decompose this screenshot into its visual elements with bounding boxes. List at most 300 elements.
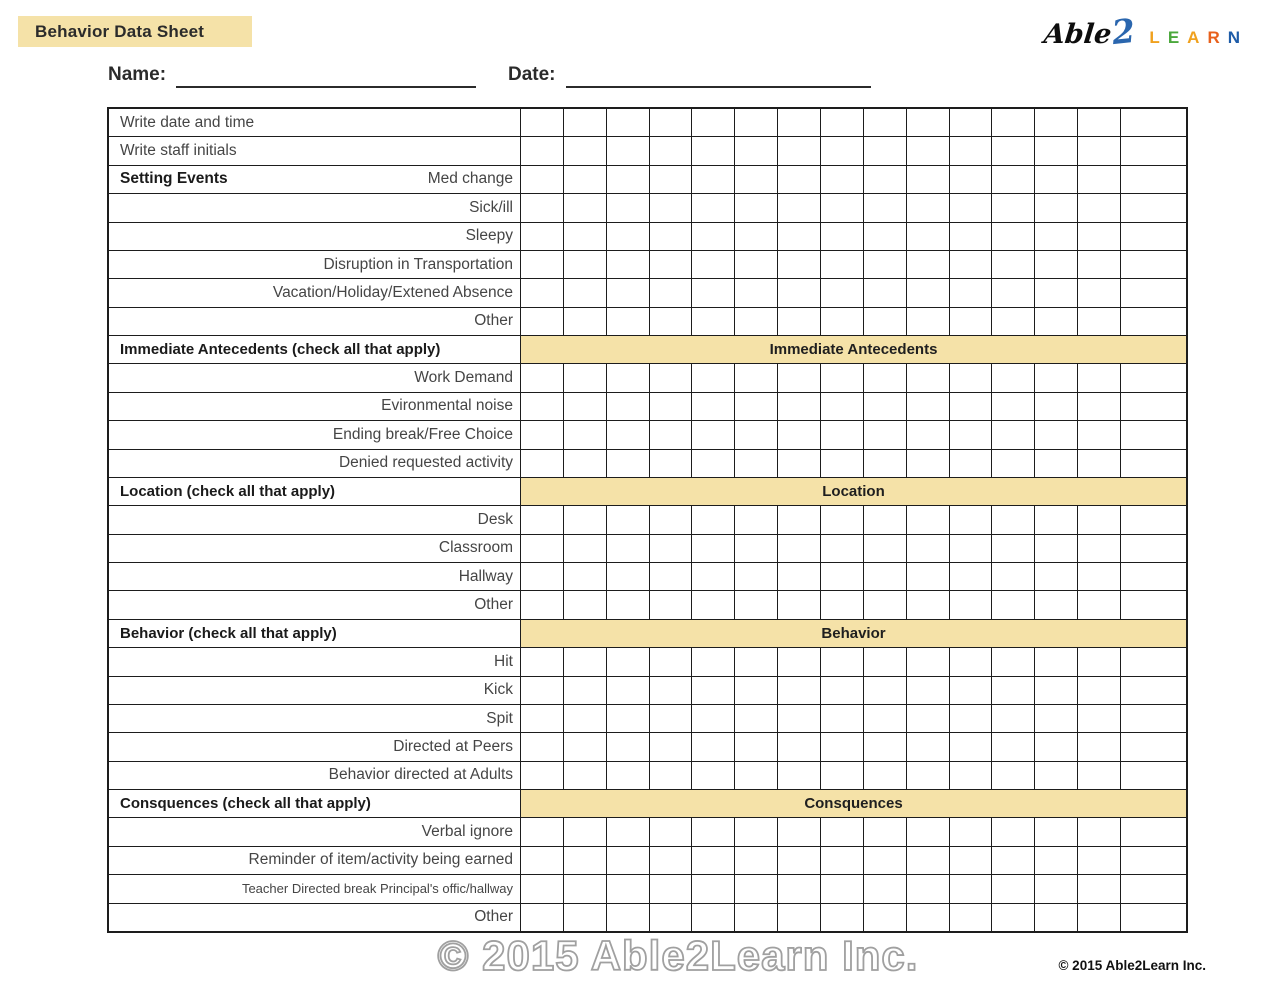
grid-cell[interactable] xyxy=(1121,393,1186,420)
grid-cell[interactable] xyxy=(1035,223,1078,250)
grid-cell[interactable] xyxy=(821,137,864,164)
grid-cell[interactable] xyxy=(778,109,821,136)
grid-cell[interactable] xyxy=(521,506,564,533)
grid-cell[interactable] xyxy=(564,450,607,477)
grid-cell[interactable] xyxy=(1078,818,1121,845)
grid-cell[interactable] xyxy=(821,506,864,533)
grid-cell[interactable] xyxy=(821,450,864,477)
grid-cell[interactable] xyxy=(564,818,607,845)
grid-cell[interactable] xyxy=(650,506,693,533)
grid-cell[interactable] xyxy=(1121,137,1186,164)
grid-cell[interactable] xyxy=(1121,733,1186,760)
grid-cell[interactable] xyxy=(692,421,735,448)
grid-cell[interactable] xyxy=(521,847,564,874)
grid-cell[interactable] xyxy=(778,223,821,250)
grid-cell[interactable] xyxy=(692,705,735,732)
grid-cell[interactable] xyxy=(1035,705,1078,732)
grid-cell[interactable] xyxy=(607,563,650,590)
grid-cell[interactable] xyxy=(778,847,821,874)
grid-cell[interactable] xyxy=(1078,450,1121,477)
grid-cell[interactable] xyxy=(735,137,778,164)
grid-cell[interactable] xyxy=(607,308,650,335)
grid-cell[interactable] xyxy=(564,733,607,760)
grid-cell[interactable] xyxy=(778,904,821,931)
grid-cell[interactable] xyxy=(607,223,650,250)
grid-cell[interactable] xyxy=(521,733,564,760)
grid-cell[interactable] xyxy=(907,251,950,278)
grid-cell[interactable] xyxy=(521,393,564,420)
grid-cell[interactable] xyxy=(735,904,778,931)
grid-cell[interactable] xyxy=(607,194,650,221)
grid-cell[interactable] xyxy=(692,904,735,931)
grid-cell[interactable] xyxy=(735,279,778,306)
grid-cell[interactable] xyxy=(1121,308,1186,335)
grid-cell[interactable] xyxy=(1078,421,1121,448)
grid-cell[interactable] xyxy=(864,818,907,845)
grid-cell[interactable] xyxy=(992,450,1035,477)
grid-cell[interactable] xyxy=(992,591,1035,618)
grid-cell[interactable] xyxy=(821,109,864,136)
grid-cell[interactable] xyxy=(1078,535,1121,562)
grid-cell[interactable] xyxy=(992,251,1035,278)
grid-cell[interactable] xyxy=(564,904,607,931)
grid-cell[interactable] xyxy=(1035,875,1078,902)
grid-cell[interactable] xyxy=(1078,109,1121,136)
grid-cell[interactable] xyxy=(907,279,950,306)
grid-cell[interactable] xyxy=(1035,450,1078,477)
grid-cell[interactable] xyxy=(1035,251,1078,278)
grid-cell[interactable] xyxy=(907,648,950,675)
grid-cell[interactable] xyxy=(950,393,993,420)
grid-cell[interactable] xyxy=(692,137,735,164)
grid-cell[interactable] xyxy=(950,535,993,562)
grid-cell[interactable] xyxy=(1035,535,1078,562)
name-input-line[interactable] xyxy=(176,64,476,88)
grid-cell[interactable] xyxy=(521,109,564,136)
grid-cell[interactable] xyxy=(778,279,821,306)
grid-cell[interactable] xyxy=(778,506,821,533)
grid-cell[interactable] xyxy=(778,705,821,732)
grid-cell[interactable] xyxy=(950,563,993,590)
grid-cell[interactable] xyxy=(1078,506,1121,533)
grid-cell[interactable] xyxy=(1078,677,1121,704)
grid-cell[interactable] xyxy=(1035,818,1078,845)
grid-cell[interactable] xyxy=(950,506,993,533)
grid-cell[interactable] xyxy=(864,847,907,874)
grid-cell[interactable] xyxy=(692,279,735,306)
grid-cell[interactable] xyxy=(564,591,607,618)
grid-cell[interactable] xyxy=(607,535,650,562)
grid-cell[interactable] xyxy=(864,535,907,562)
grid-cell[interactable] xyxy=(735,535,778,562)
grid-cell[interactable] xyxy=(907,194,950,221)
grid-cell[interactable] xyxy=(607,279,650,306)
grid-cell[interactable] xyxy=(521,166,564,193)
grid-cell[interactable] xyxy=(735,223,778,250)
grid-cell[interactable] xyxy=(950,648,993,675)
grid-cell[interactable] xyxy=(821,818,864,845)
grid-cell[interactable] xyxy=(950,421,993,448)
grid-cell[interactable] xyxy=(564,847,607,874)
grid-cell[interactable] xyxy=(692,733,735,760)
grid-cell[interactable] xyxy=(864,591,907,618)
grid-cell[interactable] xyxy=(607,421,650,448)
grid-cell[interactable] xyxy=(1121,904,1186,931)
grid-cell[interactable] xyxy=(778,194,821,221)
grid-cell[interactable] xyxy=(650,762,693,789)
grid-cell[interactable] xyxy=(1035,393,1078,420)
grid-cell[interactable] xyxy=(1121,421,1186,448)
grid-cell[interactable] xyxy=(1035,137,1078,164)
grid-cell[interactable] xyxy=(1035,591,1078,618)
grid-cell[interactable] xyxy=(735,818,778,845)
grid-cell[interactable] xyxy=(564,308,607,335)
grid-cell[interactable] xyxy=(521,705,564,732)
grid-cell[interactable] xyxy=(607,506,650,533)
grid-cell[interactable] xyxy=(1035,279,1078,306)
grid-cell[interactable] xyxy=(692,535,735,562)
grid-cell[interactable] xyxy=(1121,705,1186,732)
grid-cell[interactable] xyxy=(650,364,693,391)
grid-cell[interactable] xyxy=(1078,364,1121,391)
grid-cell[interactable] xyxy=(1035,762,1078,789)
grid-cell[interactable] xyxy=(992,308,1035,335)
grid-cell[interactable] xyxy=(778,762,821,789)
grid-cell[interactable] xyxy=(650,733,693,760)
grid-cell[interactable] xyxy=(1078,648,1121,675)
grid-cell[interactable] xyxy=(907,109,950,136)
grid-cell[interactable] xyxy=(735,591,778,618)
grid-cell[interactable] xyxy=(778,875,821,902)
grid-cell[interactable] xyxy=(1078,705,1121,732)
grid-cell[interactable] xyxy=(1121,251,1186,278)
grid-cell[interactable] xyxy=(692,251,735,278)
grid-cell[interactable] xyxy=(1035,194,1078,221)
grid-cell[interactable] xyxy=(907,591,950,618)
grid-cell[interactable] xyxy=(864,279,907,306)
grid-cell[interactable] xyxy=(778,137,821,164)
grid-cell[interactable] xyxy=(1078,563,1121,590)
grid-cell[interactable] xyxy=(992,506,1035,533)
grid-cell[interactable] xyxy=(564,279,607,306)
grid-cell[interactable] xyxy=(864,251,907,278)
grid-cell[interactable] xyxy=(650,450,693,477)
grid-cell[interactable] xyxy=(521,904,564,931)
grid-cell[interactable] xyxy=(950,847,993,874)
grid-cell[interactable] xyxy=(650,705,693,732)
grid-cell[interactable] xyxy=(950,308,993,335)
grid-cell[interactable] xyxy=(1035,166,1078,193)
grid-cell[interactable] xyxy=(650,421,693,448)
grid-cell[interactable] xyxy=(950,194,993,221)
grid-cell[interactable] xyxy=(564,364,607,391)
grid-cell[interactable] xyxy=(692,308,735,335)
grid-cell[interactable] xyxy=(1035,506,1078,533)
grid-cell[interactable] xyxy=(650,563,693,590)
grid-cell[interactable] xyxy=(735,705,778,732)
grid-cell[interactable] xyxy=(650,875,693,902)
grid-cell[interactable] xyxy=(607,393,650,420)
grid-cell[interactable] xyxy=(607,648,650,675)
grid-cell[interactable] xyxy=(1078,251,1121,278)
grid-cell[interactable] xyxy=(692,166,735,193)
grid-cell[interactable] xyxy=(650,818,693,845)
grid-cell[interactable] xyxy=(735,847,778,874)
grid-cell[interactable] xyxy=(521,450,564,477)
grid-cell[interactable] xyxy=(821,563,864,590)
grid-cell[interactable] xyxy=(950,109,993,136)
grid-cell[interactable] xyxy=(821,677,864,704)
grid-cell[interactable] xyxy=(564,762,607,789)
grid-cell[interactable] xyxy=(1078,904,1121,931)
grid-cell[interactable] xyxy=(521,194,564,221)
grid-cell[interactable] xyxy=(735,875,778,902)
grid-cell[interactable] xyxy=(735,308,778,335)
grid-cell[interactable] xyxy=(735,393,778,420)
grid-cell[interactable] xyxy=(907,308,950,335)
grid-cell[interactable] xyxy=(907,563,950,590)
grid-cell[interactable] xyxy=(692,818,735,845)
grid-cell[interactable] xyxy=(907,847,950,874)
grid-cell[interactable] xyxy=(1121,109,1186,136)
grid-cell[interactable] xyxy=(1121,875,1186,902)
grid-cell[interactable] xyxy=(950,875,993,902)
grid-cell[interactable] xyxy=(907,393,950,420)
grid-cell[interactable] xyxy=(992,194,1035,221)
grid-cell[interactable] xyxy=(607,705,650,732)
grid-cell[interactable] xyxy=(1035,677,1078,704)
grid-cell[interactable] xyxy=(1078,762,1121,789)
grid-cell[interactable] xyxy=(521,223,564,250)
grid-cell[interactable] xyxy=(950,591,993,618)
grid-cell[interactable] xyxy=(650,137,693,164)
grid-cell[interactable] xyxy=(1078,875,1121,902)
grid-cell[interactable] xyxy=(821,904,864,931)
grid-cell[interactable] xyxy=(1035,364,1078,391)
grid-cell[interactable] xyxy=(1078,223,1121,250)
grid-cell[interactable] xyxy=(607,677,650,704)
grid-cell[interactable] xyxy=(821,279,864,306)
grid-cell[interactable] xyxy=(864,393,907,420)
grid-cell[interactable] xyxy=(907,705,950,732)
grid-cell[interactable] xyxy=(1078,137,1121,164)
grid-cell[interactable] xyxy=(735,563,778,590)
grid-cell[interactable] xyxy=(1078,308,1121,335)
grid-cell[interactable] xyxy=(907,223,950,250)
grid-cell[interactable] xyxy=(564,506,607,533)
grid-cell[interactable] xyxy=(992,109,1035,136)
grid-cell[interactable] xyxy=(1121,818,1186,845)
grid-cell[interactable] xyxy=(992,818,1035,845)
grid-cell[interactable] xyxy=(864,308,907,335)
grid-cell[interactable] xyxy=(821,223,864,250)
grid-cell[interactable] xyxy=(864,677,907,704)
grid-cell[interactable] xyxy=(650,393,693,420)
grid-cell[interactable] xyxy=(907,137,950,164)
grid-cell[interactable] xyxy=(692,847,735,874)
grid-cell[interactable] xyxy=(607,762,650,789)
grid-cell[interactable] xyxy=(778,733,821,760)
grid-cell[interactable] xyxy=(821,251,864,278)
grid-cell[interactable] xyxy=(1121,279,1186,306)
grid-cell[interactable] xyxy=(692,450,735,477)
grid-cell[interactable] xyxy=(907,677,950,704)
grid-cell[interactable] xyxy=(864,450,907,477)
grid-cell[interactable] xyxy=(607,450,650,477)
grid-cell[interactable] xyxy=(992,393,1035,420)
grid-cell[interactable] xyxy=(735,450,778,477)
grid-cell[interactable] xyxy=(521,563,564,590)
grid-cell[interactable] xyxy=(778,563,821,590)
grid-cell[interactable] xyxy=(607,875,650,902)
grid-cell[interactable] xyxy=(907,535,950,562)
grid-cell[interactable] xyxy=(907,364,950,391)
grid-cell[interactable] xyxy=(521,875,564,902)
grid-cell[interactable] xyxy=(692,762,735,789)
grid-cell[interactable] xyxy=(564,648,607,675)
grid-cell[interactable] xyxy=(521,251,564,278)
grid-cell[interactable] xyxy=(607,364,650,391)
grid-cell[interactable] xyxy=(735,762,778,789)
grid-cell[interactable] xyxy=(992,563,1035,590)
grid-cell[interactable] xyxy=(864,109,907,136)
grid-cell[interactable] xyxy=(907,506,950,533)
grid-cell[interactable] xyxy=(992,677,1035,704)
grid-cell[interactable] xyxy=(864,705,907,732)
grid-cell[interactable] xyxy=(864,421,907,448)
grid-cell[interactable] xyxy=(1121,506,1186,533)
grid-cell[interactable] xyxy=(650,166,693,193)
grid-cell[interactable] xyxy=(778,535,821,562)
grid-cell[interactable] xyxy=(821,421,864,448)
grid-cell[interactable] xyxy=(778,251,821,278)
grid-cell[interactable] xyxy=(692,194,735,221)
grid-cell[interactable] xyxy=(692,364,735,391)
grid-cell[interactable] xyxy=(1078,279,1121,306)
grid-cell[interactable] xyxy=(521,677,564,704)
grid-cell[interactable] xyxy=(521,818,564,845)
grid-cell[interactable] xyxy=(864,166,907,193)
grid-cell[interactable] xyxy=(821,194,864,221)
grid-cell[interactable] xyxy=(821,875,864,902)
grid-cell[interactable] xyxy=(564,705,607,732)
grid-cell[interactable] xyxy=(650,194,693,221)
grid-cell[interactable] xyxy=(1121,648,1186,675)
grid-cell[interactable] xyxy=(992,137,1035,164)
grid-cell[interactable] xyxy=(864,648,907,675)
grid-cell[interactable] xyxy=(950,364,993,391)
grid-cell[interactable] xyxy=(607,904,650,931)
grid-cell[interactable] xyxy=(992,166,1035,193)
grid-cell[interactable] xyxy=(692,875,735,902)
grid-cell[interactable] xyxy=(735,648,778,675)
grid-cell[interactable] xyxy=(950,223,993,250)
grid-cell[interactable] xyxy=(1078,733,1121,760)
grid-cell[interactable] xyxy=(992,364,1035,391)
grid-cell[interactable] xyxy=(821,847,864,874)
grid-cell[interactable] xyxy=(907,450,950,477)
grid-cell[interactable] xyxy=(864,223,907,250)
grid-cell[interactable] xyxy=(1035,733,1078,760)
grid-cell[interactable] xyxy=(692,223,735,250)
grid-cell[interactable] xyxy=(778,591,821,618)
date-input-line[interactable] xyxy=(566,64,871,88)
grid-cell[interactable] xyxy=(607,137,650,164)
grid-cell[interactable] xyxy=(650,223,693,250)
grid-cell[interactable] xyxy=(607,591,650,618)
grid-cell[interactable] xyxy=(735,677,778,704)
grid-cell[interactable] xyxy=(564,563,607,590)
grid-cell[interactable] xyxy=(907,733,950,760)
grid-cell[interactable] xyxy=(1078,393,1121,420)
grid-cell[interactable] xyxy=(907,875,950,902)
grid-cell[interactable] xyxy=(1121,591,1186,618)
grid-cell[interactable] xyxy=(778,818,821,845)
grid-cell[interactable] xyxy=(607,847,650,874)
grid-cell[interactable] xyxy=(821,762,864,789)
grid-cell[interactable] xyxy=(992,705,1035,732)
grid-cell[interactable] xyxy=(950,450,993,477)
grid-cell[interactable] xyxy=(864,506,907,533)
grid-cell[interactable] xyxy=(907,421,950,448)
grid-cell[interactable] xyxy=(650,535,693,562)
grid-cell[interactable] xyxy=(564,109,607,136)
grid-cell[interactable] xyxy=(1121,762,1186,789)
grid-cell[interactable] xyxy=(607,818,650,845)
grid-cell[interactable] xyxy=(1121,166,1186,193)
grid-cell[interactable] xyxy=(607,166,650,193)
grid-cell[interactable] xyxy=(521,648,564,675)
grid-cell[interactable] xyxy=(821,591,864,618)
grid-cell[interactable] xyxy=(950,705,993,732)
grid-cell[interactable] xyxy=(1035,904,1078,931)
grid-cell[interactable] xyxy=(564,137,607,164)
grid-cell[interactable] xyxy=(650,279,693,306)
grid-cell[interactable] xyxy=(650,847,693,874)
grid-cell[interactable] xyxy=(864,563,907,590)
grid-cell[interactable] xyxy=(564,194,607,221)
grid-cell[interactable] xyxy=(1121,223,1186,250)
grid-cell[interactable] xyxy=(692,563,735,590)
grid-cell[interactable] xyxy=(521,535,564,562)
grid-cell[interactable] xyxy=(564,251,607,278)
grid-cell[interactable] xyxy=(1035,109,1078,136)
grid-cell[interactable] xyxy=(950,166,993,193)
grid-cell[interactable] xyxy=(1121,364,1186,391)
grid-cell[interactable] xyxy=(992,762,1035,789)
grid-cell[interactable] xyxy=(1121,677,1186,704)
grid-cell[interactable] xyxy=(907,904,950,931)
grid-cell[interactable] xyxy=(992,421,1035,448)
grid-cell[interactable] xyxy=(1035,308,1078,335)
grid-cell[interactable] xyxy=(992,847,1035,874)
grid-cell[interactable] xyxy=(992,875,1035,902)
grid-cell[interactable] xyxy=(950,137,993,164)
grid-cell[interactable] xyxy=(864,904,907,931)
grid-cell[interactable] xyxy=(735,166,778,193)
grid-cell[interactable] xyxy=(778,393,821,420)
grid-cell[interactable] xyxy=(950,762,993,789)
grid-cell[interactable] xyxy=(821,166,864,193)
grid-cell[interactable] xyxy=(950,251,993,278)
grid-cell[interactable] xyxy=(650,251,693,278)
grid-cell[interactable] xyxy=(778,166,821,193)
grid-cell[interactable] xyxy=(735,364,778,391)
grid-cell[interactable] xyxy=(864,137,907,164)
grid-cell[interactable] xyxy=(821,648,864,675)
grid-cell[interactable] xyxy=(692,677,735,704)
grid-cell[interactable] xyxy=(521,364,564,391)
